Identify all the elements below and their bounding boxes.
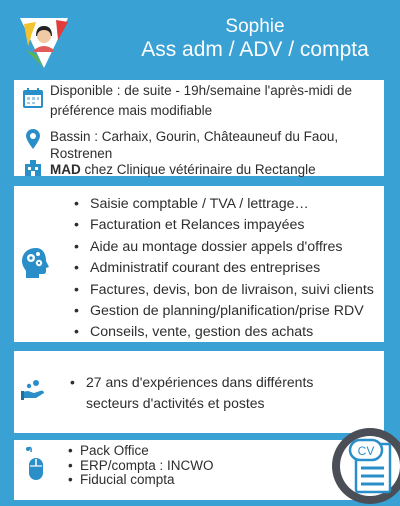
experience-line-1: 27 ans d'expériences dans différents (86, 374, 314, 390)
experience-text: • 27 ans d'expériences dans différents secteurs d'activités et postes (86, 372, 313, 414)
skill-item: • Facturation et Relances impayées (74, 215, 374, 236)
experience-line-2: secteurs d'activités et postes (86, 395, 265, 411)
skill-item: • Gestion de planning/planification/prise RDV (74, 301, 374, 322)
tool-item: • Pack Office (72, 444, 214, 459)
location-line-2: Rostrenen (50, 146, 113, 161)
mad-label: MAD (50, 162, 81, 177)
experience-card (14, 351, 384, 433)
skills-list (74, 194, 374, 344)
tool-item: • Fiducial compta (72, 473, 214, 488)
availability-line-1: Disponible : de suite - 19h/semaine l'après-midi de (50, 83, 352, 98)
info-card (14, 80, 384, 176)
skills-card (14, 186, 384, 342)
tools-list (72, 444, 214, 488)
profile-role: Ass adm / ADV / compta (141, 38, 369, 61)
location-line-1: Bassin : Carhaix, Gourin, Châteauneuf du Faou, (50, 129, 339, 144)
skill-item: • Aide au montage dossier appels d'offres (74, 237, 374, 258)
cv-document-icon (330, 426, 400, 506)
tools-card (14, 440, 384, 500)
head-gears-icon (20, 246, 54, 280)
skill-item: • Saisie comptable / TVA / lettrage… (74, 194, 374, 215)
building-icon (24, 160, 42, 176)
cv-label: CV (357, 444, 375, 458)
mad-line (50, 160, 316, 180)
skill-item: • Administratif courant des entreprises (74, 258, 374, 279)
skill-item: • Conseils, vente, gestion des achats (74, 322, 374, 343)
tool-item: • ERP/compta : INCWO (72, 459, 214, 474)
hand-money-icon (20, 379, 46, 401)
availability-line-2: préférence mais modifiable (50, 103, 213, 118)
profile-name: Sophie (225, 16, 285, 37)
location-pin-icon (24, 128, 42, 150)
mad-text: chez Clinique vétérinaire du Rectangle (80, 162, 316, 177)
avatar-logo (14, 10, 74, 70)
header (0, 0, 400, 76)
mouse-icon (24, 446, 46, 482)
skill-item: • Factures, devis, bon de livraison, suivi clients (74, 280, 374, 301)
calendar-icon (22, 87, 44, 109)
